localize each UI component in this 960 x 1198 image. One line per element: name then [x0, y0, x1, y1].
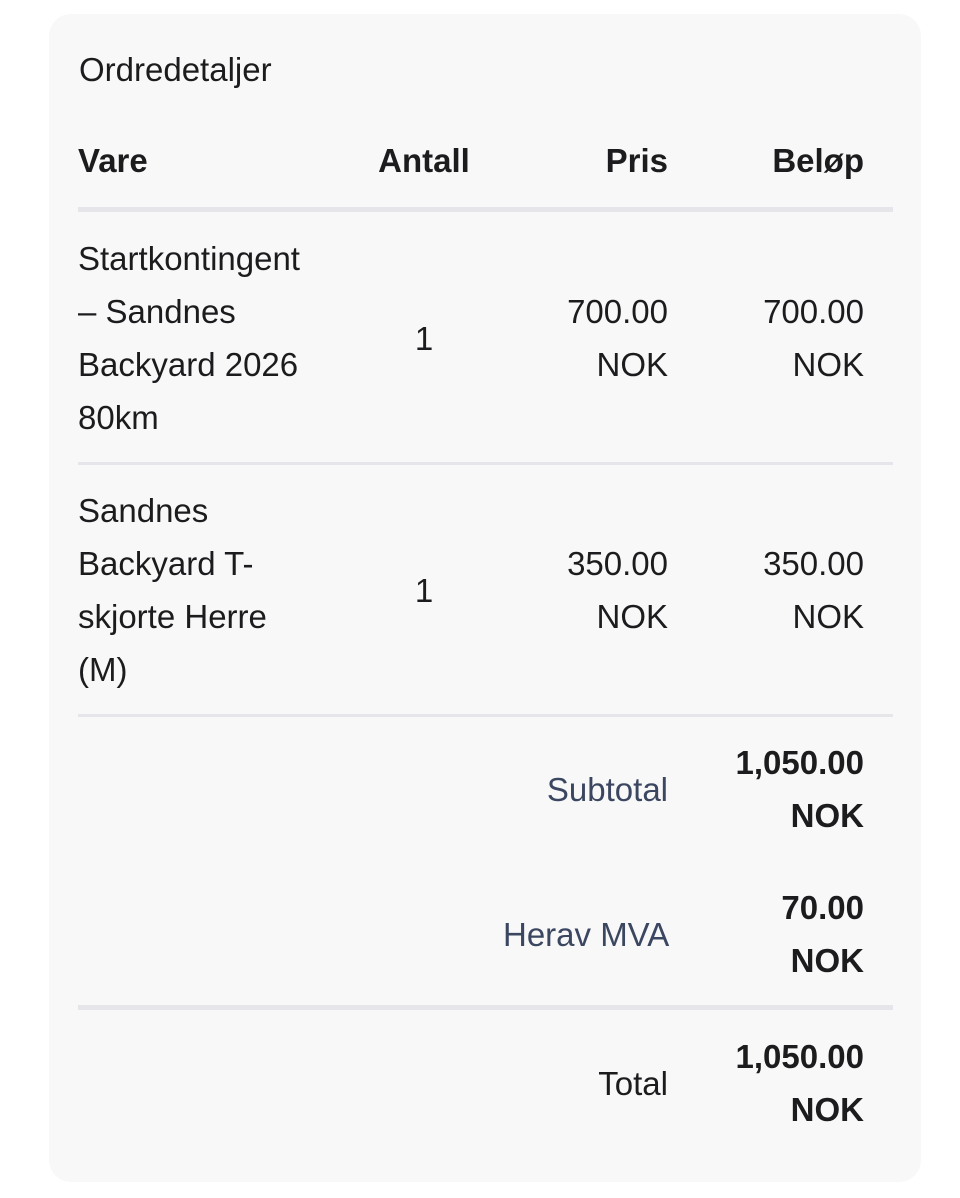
column-header-item: Vare — [78, 142, 148, 179]
item-name: Startkontingent – Sandnes Backyard 2026 80km — [78, 240, 300, 436]
card-title: Ordredetaljer — [79, 51, 272, 88]
subtotal-label: Subtotal — [546, 771, 668, 808]
column-header-amount: Beløp — [772, 142, 864, 179]
item-price: 700.00 NOK — [567, 293, 668, 383]
row-divider — [78, 462, 893, 465]
vat-label: Herav MVA — [503, 916, 670, 953]
vat-value: 70.00 NOK — [781, 889, 864, 979]
column-header-quantity: Antall — [378, 142, 470, 179]
item-name: Sandnes Backyard T- skjorte Herre (M) — [78, 492, 267, 688]
total-divider — [78, 1005, 893, 1010]
item-amount: 350.00 NOK — [763, 545, 864, 635]
order-details-card — [49, 14, 921, 1182]
total-value: 1,050.00 NOK — [735, 1038, 864, 1128]
row-divider — [78, 714, 893, 717]
header-divider — [78, 207, 893, 212]
column-header-price: Pris — [605, 142, 668, 179]
item-quantity: 1 — [414, 320, 434, 357]
item-amount: 700.00 NOK — [763, 293, 864, 383]
subtotal-value: 1,050.00 NOK — [735, 744, 864, 834]
item-quantity: 1 — [414, 572, 434, 609]
total-label: Total — [598, 1065, 668, 1102]
item-price: 350.00 NOK — [567, 545, 668, 635]
